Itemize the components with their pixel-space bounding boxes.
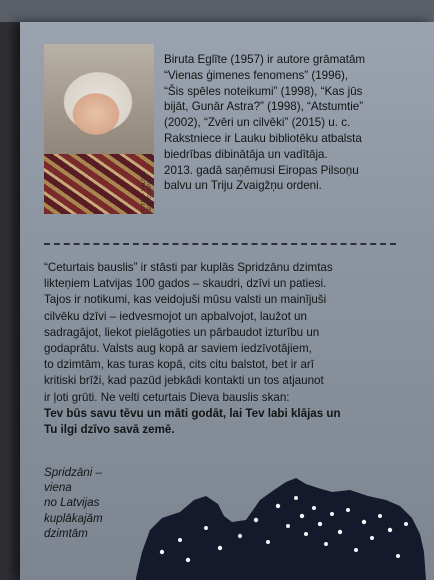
settlement-dot — [160, 550, 164, 554]
settlement-dot — [218, 546, 222, 550]
settlement-dot — [312, 506, 316, 510]
settlement-dot — [354, 548, 358, 552]
settlement-dot — [186, 558, 190, 562]
bio-line: biedrības dibinātāja un vadītāja. — [164, 147, 328, 161]
book-blurb — [44, 260, 410, 438]
settlement-dot — [238, 534, 242, 538]
bio-line: bijāt, Gunār Astra?” (1998), “Atstumtie” — [164, 100, 364, 114]
commandment-line: Tev būs savu tēvu un māti godāt, lai Tev labi klājas un — [44, 406, 341, 420]
caption-line: no Latvijas — [44, 496, 100, 510]
settlement-dot — [204, 526, 208, 530]
blurb-line: to dzimtām, kas turas kopā, cits citu balstot, bet ir arī — [44, 358, 314, 372]
latvia-map-shape — [136, 478, 426, 580]
blurb-line: cilvēku dzīvi – iedvesmojot un apbalvojot, laužot un — [44, 309, 307, 323]
caption-line: dzimtām — [44, 526, 88, 540]
settlement-dot — [294, 496, 298, 500]
caption-line: viena — [44, 481, 72, 495]
author-bio — [164, 52, 412, 194]
settlement-dot — [362, 520, 366, 524]
blurb-line: likteņiem Latvijas 100 gados – skaudri, dzīvi un patiesi. — [44, 277, 327, 291]
blurb-line: Tajos ir notikumi, kas veidojuši mūsu valsti un mainījuši — [44, 293, 327, 307]
author-scarf — [44, 154, 154, 214]
blurb-line: “Ceturtais bauslis” ir stāsti par kuplās Spridzānu dzimtas — [44, 261, 333, 274]
settlement-dot — [324, 542, 328, 546]
settlement-dot — [396, 554, 400, 558]
settlement-dot — [178, 538, 182, 542]
bio-line: “Vienas ģimenes fenomens” (1996), — [164, 68, 349, 82]
bio-line: Rakstniece ir Lauku bibliotēku atbalsta — [164, 131, 362, 145]
blurb-line: ir ļoti grūti. Ne velti ceturtais Dieva bauslis skan: — [44, 390, 290, 404]
bio-line: balvu un Triju Zvaigžņu ordeni. — [164, 179, 322, 193]
settlement-dot — [276, 504, 280, 508]
commandment-line: Tu ilgi dzīvo savā zemē. — [44, 423, 175, 437]
blurb-line: kritiski brīži, kad pazūd jebkādi kontakti un tos atjaunot — [44, 374, 324, 388]
settlement-dot — [286, 524, 290, 528]
caption-line: Spridzāni – — [44, 466, 103, 479]
settlement-dot — [370, 536, 374, 540]
settlement-dot — [266, 540, 270, 544]
bio-line: “Šis spēles noteikumi” (1998), “Kas jūs — [164, 84, 363, 98]
map-caption — [44, 465, 132, 541]
blurb-line: godaprātu. Valsts aug kopā ar saviem iedzīvotājiem, — [44, 342, 312, 356]
settlement-dot — [338, 530, 342, 534]
settlement-dot — [304, 532, 308, 536]
caption-line: kuplākajām — [44, 511, 103, 525]
settlement-dot — [300, 514, 304, 518]
bio-line: 2013. gadā saņēmusi Eiropas Pilsoņu — [164, 163, 359, 177]
bio-line: (2002), “Zvēri un cilvēki” (2015) u. c. — [164, 116, 351, 130]
settlement-dot — [318, 522, 322, 526]
bio-line: Biruta Eglīte (1957) ir autore grāmatām — [164, 53, 366, 66]
settlement-dot — [254, 518, 258, 522]
blurb-line: sadragājot, liekot pielāgoties un pārbaudot izturību un — [44, 325, 320, 339]
settlement-dot — [346, 508, 350, 512]
settlement-dot — [388, 528, 392, 532]
author-photo — [44, 44, 154, 214]
settlement-dot — [330, 512, 334, 516]
settlement-dot — [378, 514, 382, 518]
settlement-dot — [404, 522, 408, 526]
background-top-edge — [0, 0, 434, 22]
latvia-map — [128, 460, 428, 580]
dashed-divider — [44, 243, 396, 245]
photo-credit: FOTO – VALDIS SEMJONOVS — [141, 170, 153, 214]
